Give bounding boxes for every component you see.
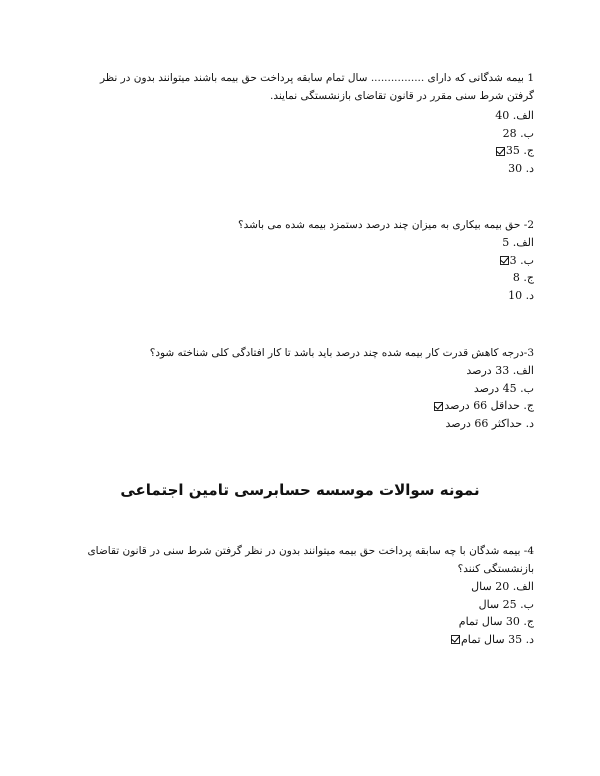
question-2 — [72, 216, 534, 304]
checkmark-box-icon — [500, 256, 509, 265]
question-2-text: 2- حق بیمه بیکاری به میزان چند درصد دستمزد بیمه شده می باشد؟ — [238, 219, 534, 231]
question-3-option-d: د. حداکثر 66 درصد — [445, 416, 534, 430]
checkmark-box-icon — [451, 635, 460, 644]
question-1-option-c: ج. 35 — [72, 142, 534, 160]
question-4-option-a: الف. 20 سال — [471, 580, 534, 593]
section-heading: نمونه سوالات موسسه حسابرسی تامین اجتماعی — [120, 481, 480, 499]
question-1-option-a: الف. 40 — [495, 109, 534, 122]
question-4-option-d: د. 35 سال تمام — [64, 631, 534, 649]
question-1 — [72, 69, 534, 177]
checkmark-box-icon — [496, 147, 505, 156]
question-3-option-c: ج. حداقل 66 درصد — [72, 397, 534, 415]
question-2-option-b: ب. 3 — [72, 252, 534, 270]
question-2-option-d: د. 10 — [508, 288, 534, 302]
question-4-text: 4- بیمه شدگان با چه سابقه پرداخت حق بیمه میتوانند بدون در نظر گرفتن شرط سنی در قانون تقاضای بازنشستگی کنند؟ — [87, 545, 534, 575]
question-3-text: 3-درجه کاهش قدرت کار بیمه شده چند درصد باید باشد تا کار افتادگی کلی شناخته شود؟ — [149, 347, 534, 359]
question-3-option-b: ب. 45 درصد — [473, 381, 534, 395]
question-3 — [72, 344, 534, 432]
question-4-option-c: ج. 30 سال تمام — [458, 615, 534, 628]
question-4 — [64, 542, 534, 648]
question-1-option-d: د. 30 — [508, 161, 534, 175]
checkmark-box-icon — [434, 402, 443, 411]
question-2-option-a: الف. 5 — [502, 236, 534, 249]
question-1-option-b: ب. 28 — [502, 126, 534, 140]
question-2-option-c: ج. 8 — [512, 271, 534, 284]
question-4-option-b: ب. 25 سال — [478, 597, 534, 611]
question-1-text: 1 بیمه شدگانی که دارای ................ سال تمام سابقه پرداخت حق بیمه باشند میتوانند بدون در نظر گرفتن شرط سنی مقرر در قانون تقاضای بازنشستگی نمایند. — [99, 72, 534, 102]
question-3-option-a: الف. 33 درصد — [466, 364, 534, 377]
